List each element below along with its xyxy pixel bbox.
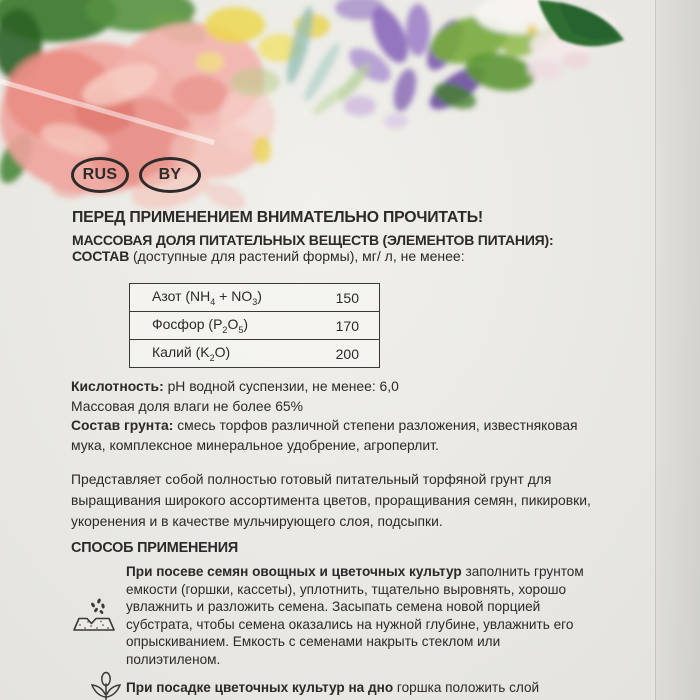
composition-label: СОСТАВ [72, 248, 130, 264]
stamp-by-label: BY [158, 166, 182, 183]
product-description [71, 469, 656, 532]
step-line: субстрата, чтобы семена оказались на нужной глубине, увлажнить его [126, 616, 574, 632]
acidity-line: Кислотность: pH водной суспензии, не менее: 6,0 [71, 378, 399, 394]
properties-block [71, 377, 646, 455]
usage-section-title: СПОСОБ ПРИМЕНЕНИЯ [71, 540, 239, 556]
composition-note: (доступные для растений формы), мг/ л, не менее: [129, 248, 465, 264]
description-line: укоренения и в качестве мульчирующего слоя, подсыпки. [71, 513, 443, 529]
moisture-line: Массовая доля влаги не более 65% [71, 397, 303, 414]
warning-heading: ПЕРЕД ПРИМЕНЕНИЕМ ВНИМАТЕЛЬНО ПРОЧИТАТЬ! [72, 209, 483, 226]
step-line: увлажнить и разложить семена. Засыпать семена новой порцией [126, 599, 541, 615]
nutrient-name: Азот $(NH_4 + NO_3)$ [152, 288, 262, 307]
stamp-by [139, 157, 201, 193]
mass-fraction-heading: МАССОВАЯ ДОЛЯ ПИТАТЕЛЬНЫХ ВЕЩЕСТВ (ЭЛЕМЕНТОВ ПИТАНИЯ): [72, 232, 554, 248]
nutrient-value: 150 [335, 289, 359, 306]
nutrient-name: Калий $(K_2O)$ [152, 344, 231, 363]
description-line: выращивания широкого ассортимента цветов, проращивания семян, пикировки, [71, 492, 591, 508]
sowing-seeds-icon [71, 597, 117, 635]
nutrient-value: 170 [335, 317, 359, 334]
nutrient-value: 200 [335, 345, 359, 362]
step-line: опрыскиванием. Емкость с семенами накрыть стеклом или [126, 634, 501, 650]
ground-composition-line-2: мука, комплексное минеральное удобрение, агроперлит. [71, 436, 439, 453]
description-line: Представляет собой полностью готовый питательный торфяной грунт для [71, 471, 552, 487]
composition-line [72, 247, 465, 266]
step-line: При посеве семян овощных и цветочных культур заполнить грунтом [126, 564, 584, 579]
step-line: полиэтиленом. [126, 651, 221, 667]
ground-composition-line: Состав грунта: смесь торфов различной степени разложения, известняковая [71, 417, 578, 434]
stamp-rus [71, 157, 129, 193]
usage-step-sowing [126, 563, 671, 669]
usage-step-planting [126, 679, 671, 697]
table-row-potassium [130, 340, 379, 367]
nutrient-name: Фосфор $(P_2O_5)$ [152, 316, 249, 335]
step-line: При посадке цветочных культур на дно горшка положить слой [126, 680, 540, 695]
seedling-icon [87, 671, 125, 700]
stamp-rus-label: RUS [82, 166, 118, 183]
table-row-nitrogen [130, 284, 379, 312]
country-stamps [71, 157, 201, 193]
nutrients-table [129, 283, 380, 368]
table-row-phosphorus [130, 312, 379, 340]
step-line: емкости (горшки, кассеты), уплотнить, тщательно выровнять, хорошо [126, 581, 567, 597]
